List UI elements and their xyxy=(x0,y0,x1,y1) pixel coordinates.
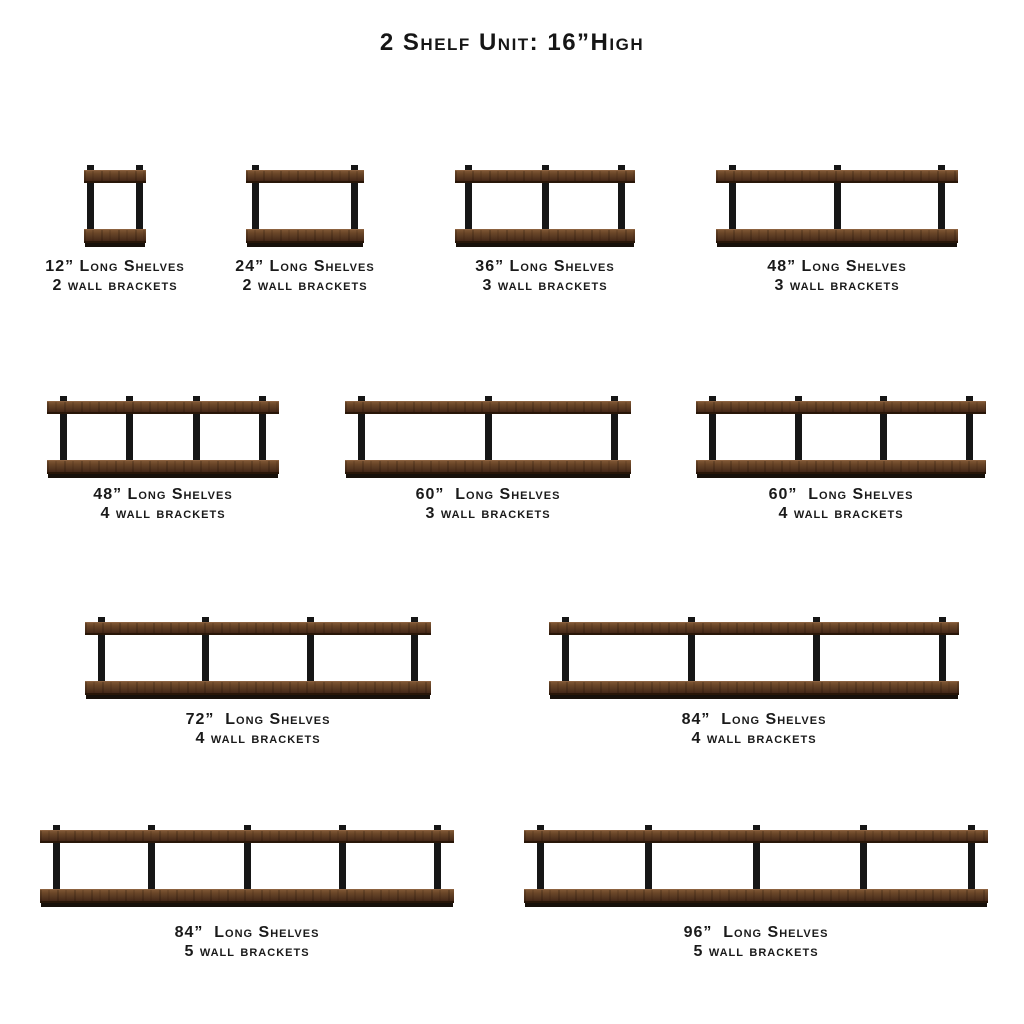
wall-bracket xyxy=(860,843,867,889)
unit-length-label: 60” Long Shelves xyxy=(415,486,561,503)
top-shelf xyxy=(549,622,959,635)
top-shelf xyxy=(455,170,635,183)
unit-brackets-label: 5 wall brackets xyxy=(693,943,819,960)
wall-bracket xyxy=(709,414,716,460)
unit-brackets-label: 2 wall brackets xyxy=(242,277,368,294)
wall-bracket xyxy=(193,414,200,460)
wall-bracket xyxy=(202,635,209,681)
wall-bracket xyxy=(753,843,760,889)
bottom-shelf xyxy=(85,681,431,695)
bottom-shelf-edge xyxy=(346,474,630,478)
bottom-shelf xyxy=(84,229,146,243)
unit-brackets-label: 5 wall brackets xyxy=(184,943,310,960)
wall-bracket xyxy=(126,414,133,460)
bottom-shelf xyxy=(345,460,631,474)
shelf-unit-12in-2brackets xyxy=(84,165,146,247)
bottom-shelf xyxy=(40,889,454,903)
wall-bracket xyxy=(645,843,652,889)
bottom-shelf-edge xyxy=(525,903,987,907)
unit-length-label: 48” Long Shelves xyxy=(93,486,233,503)
unit-brackets-label: 4 wall brackets xyxy=(100,505,226,522)
bottom-shelf-edge xyxy=(48,474,278,478)
bottom-shelf xyxy=(524,889,988,903)
unit-brackets-label: 3 wall brackets xyxy=(482,277,608,294)
unit-label xyxy=(556,923,956,961)
bottom-shelf-edge xyxy=(550,695,958,699)
wall-bracket xyxy=(795,414,802,460)
wall-bracket xyxy=(60,414,67,460)
bottom-shelf-edge xyxy=(456,243,634,247)
unit-length-label: 72” Long Shelves xyxy=(185,711,331,728)
bottom-shelf-edge xyxy=(86,695,430,699)
wall-bracket xyxy=(53,843,60,889)
unit-length-label: 96” Long Shelves xyxy=(683,924,829,941)
unit-brackets-label: 3 wall brackets xyxy=(774,277,900,294)
shelf-unit-60in-4brackets xyxy=(696,396,986,478)
top-shelf xyxy=(716,170,958,183)
shelf-unit-84in-4brackets xyxy=(549,617,959,699)
wall-bracket xyxy=(542,183,549,229)
wall-bracket xyxy=(358,414,365,460)
unit-length-label: 60” Long Shelves xyxy=(768,486,914,503)
wall-bracket xyxy=(966,414,973,460)
unit-length-label: 12” Long Shelves xyxy=(45,258,185,275)
bottom-shelf xyxy=(246,229,364,243)
wall-bracket xyxy=(968,843,975,889)
wall-bracket xyxy=(339,843,346,889)
shelf-unit-36in-3brackets xyxy=(455,165,635,247)
wall-bracket xyxy=(87,183,94,229)
wall-bracket xyxy=(618,183,625,229)
wall-bracket xyxy=(351,183,358,229)
wall-bracket xyxy=(485,414,492,460)
bottom-shelf xyxy=(47,460,279,474)
wall-bracket xyxy=(148,843,155,889)
wall-bracket xyxy=(98,635,105,681)
unit-brackets-label: 2 wall brackets xyxy=(52,277,178,294)
shelf-unit-60in-3brackets xyxy=(345,396,631,478)
unit-brackets-label: 4 wall brackets xyxy=(195,730,321,747)
bottom-shelf-edge xyxy=(247,243,363,247)
top-shelf xyxy=(246,170,364,183)
top-shelf xyxy=(85,622,431,635)
wall-bracket xyxy=(688,635,695,681)
wall-bracket xyxy=(465,183,472,229)
wall-bracket xyxy=(813,635,820,681)
page-title: 2 Shelf Unit: 16”High xyxy=(379,29,645,56)
wall-bracket xyxy=(880,414,887,460)
bottom-shelf xyxy=(549,681,959,695)
unit-length-label: 84” Long Shelves xyxy=(681,711,827,728)
wall-bracket xyxy=(136,183,143,229)
shelf-unit-84in-5brackets xyxy=(40,825,454,907)
shelf-unit-48in-4brackets xyxy=(47,396,279,478)
wall-bracket xyxy=(537,843,544,889)
unit-length-label: 24” Long Shelves xyxy=(235,258,375,275)
bottom-shelf-edge xyxy=(717,243,957,247)
unit-label xyxy=(641,485,1024,523)
wall-bracket xyxy=(307,635,314,681)
shelf-unit-72in-4brackets xyxy=(85,617,431,699)
unit-brackets-label: 3 wall brackets xyxy=(425,505,551,522)
wall-bracket xyxy=(834,183,841,229)
bottom-shelf xyxy=(696,460,986,474)
unit-brackets-label: 4 wall brackets xyxy=(778,505,904,522)
bottom-shelf-edge xyxy=(85,243,145,247)
top-shelf xyxy=(345,401,631,414)
shelf-unit-24in-2brackets xyxy=(246,165,364,247)
wall-bracket xyxy=(938,183,945,229)
unit-label xyxy=(58,710,458,748)
unit-label xyxy=(288,485,688,523)
wall-bracket xyxy=(562,635,569,681)
unit-length-label: 48” Long Shelves xyxy=(767,258,907,275)
bottom-shelf-edge xyxy=(697,474,985,478)
unit-brackets-label: 4 wall brackets xyxy=(691,730,817,747)
top-shelf xyxy=(696,401,986,414)
top-shelf xyxy=(84,170,146,183)
wall-bracket xyxy=(259,414,266,460)
top-shelf xyxy=(524,830,988,843)
unit-label xyxy=(637,257,1024,295)
wall-bracket xyxy=(939,635,946,681)
bottom-shelf xyxy=(716,229,958,243)
unit-length-label: 36” Long Shelves xyxy=(475,258,615,275)
top-shelf xyxy=(47,401,279,414)
shelf-unit-48in-3brackets xyxy=(716,165,958,247)
wall-bracket xyxy=(611,414,618,460)
wall-bracket xyxy=(729,183,736,229)
wall-bracket xyxy=(411,635,418,681)
unit-length-label: 84” Long Shelves xyxy=(174,924,320,941)
bottom-shelf-edge xyxy=(41,903,453,907)
bottom-shelf xyxy=(455,229,635,243)
wall-bracket xyxy=(434,843,441,889)
wall-bracket xyxy=(244,843,251,889)
top-shelf xyxy=(40,830,454,843)
unit-label xyxy=(554,710,954,748)
shelf-unit-96in-5brackets xyxy=(524,825,988,907)
wall-bracket xyxy=(252,183,259,229)
unit-label xyxy=(47,923,447,961)
